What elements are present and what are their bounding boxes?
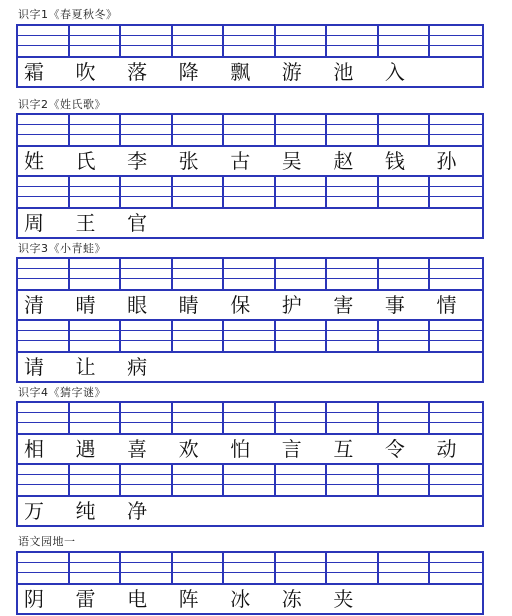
writing-grid bbox=[16, 551, 484, 615]
writing-grid bbox=[16, 24, 484, 88]
character: 纯 bbox=[75, 499, 96, 523]
character: 游 bbox=[281, 60, 302, 84]
character: 事 bbox=[384, 293, 405, 317]
character: 入 bbox=[384, 60, 405, 84]
character: 张 bbox=[178, 149, 199, 173]
character: 姓 bbox=[24, 149, 44, 173]
pinyin-row bbox=[18, 259, 482, 289]
character: 落 bbox=[127, 60, 148, 84]
character: 欢 bbox=[178, 437, 199, 461]
character: 吹 bbox=[75, 60, 96, 84]
pinyin-row bbox=[18, 115, 482, 145]
character: 眼 bbox=[127, 293, 148, 317]
character-row bbox=[18, 583, 482, 613]
character: 净 bbox=[127, 499, 148, 523]
character: 王 bbox=[75, 211, 96, 235]
character: 喜 bbox=[127, 437, 148, 461]
character: 遇 bbox=[75, 437, 96, 461]
section-title: 语文园地一 bbox=[18, 535, 76, 548]
character: 阵 bbox=[178, 587, 199, 611]
pinyin-row bbox=[18, 175, 482, 207]
character: 周 bbox=[24, 211, 44, 235]
character-row bbox=[18, 433, 482, 463]
character: 怕 bbox=[230, 437, 251, 461]
section-title: 识字1《春夏秋冬》 bbox=[18, 8, 118, 21]
character: 夹 bbox=[333, 587, 354, 611]
character: 相 bbox=[24, 437, 44, 461]
character: 池 bbox=[333, 60, 354, 84]
character: 电 bbox=[127, 587, 148, 611]
character: 病 bbox=[127, 355, 148, 379]
writing-grid bbox=[16, 113, 484, 239]
section-title: 识字2《姓氏歌》 bbox=[18, 98, 106, 111]
character: 万 bbox=[24, 499, 44, 523]
character: 李 bbox=[127, 149, 148, 173]
character: 晴 bbox=[75, 293, 96, 317]
writing-grid bbox=[16, 401, 484, 527]
pinyin-row bbox=[18, 26, 482, 56]
character: 飘 bbox=[230, 60, 251, 84]
character-row bbox=[18, 207, 482, 237]
character: 动 bbox=[436, 437, 457, 461]
character: 害 bbox=[333, 293, 354, 317]
character-row bbox=[18, 351, 482, 381]
character: 霜 bbox=[24, 60, 44, 84]
character: 护 bbox=[281, 293, 302, 317]
character: 冻 bbox=[281, 587, 302, 611]
character-row bbox=[18, 289, 482, 319]
character: 请 bbox=[24, 355, 44, 379]
character-row bbox=[18, 145, 482, 175]
character-row bbox=[18, 56, 482, 86]
character: 保 bbox=[230, 293, 251, 317]
writing-grid bbox=[16, 257, 484, 383]
section-title: 识字3《小青蛙》 bbox=[18, 242, 106, 255]
character: 赵 bbox=[333, 149, 354, 173]
character: 睛 bbox=[178, 293, 199, 317]
pinyin-row bbox=[18, 319, 482, 351]
character: 情 bbox=[436, 293, 457, 317]
pinyin-row bbox=[18, 553, 482, 583]
character: 吴 bbox=[281, 149, 302, 173]
section-title: 识字4《猜字谜》 bbox=[18, 386, 106, 399]
character: 氏 bbox=[75, 149, 96, 173]
character: 古 bbox=[230, 149, 251, 173]
pinyin-row bbox=[18, 403, 482, 433]
character: 令 bbox=[384, 437, 405, 461]
character-row bbox=[18, 495, 482, 525]
character: 言 bbox=[281, 437, 302, 461]
character: 让 bbox=[75, 355, 96, 379]
pinyin-row bbox=[18, 463, 482, 495]
character: 孙 bbox=[436, 149, 457, 173]
character: 阴 bbox=[24, 587, 44, 611]
character: 互 bbox=[333, 437, 354, 461]
character: 雷 bbox=[75, 587, 96, 611]
character: 钱 bbox=[384, 149, 405, 173]
character: 冰 bbox=[230, 587, 251, 611]
character: 官 bbox=[127, 211, 148, 235]
character: 降 bbox=[178, 60, 199, 84]
character: 清 bbox=[24, 293, 44, 317]
